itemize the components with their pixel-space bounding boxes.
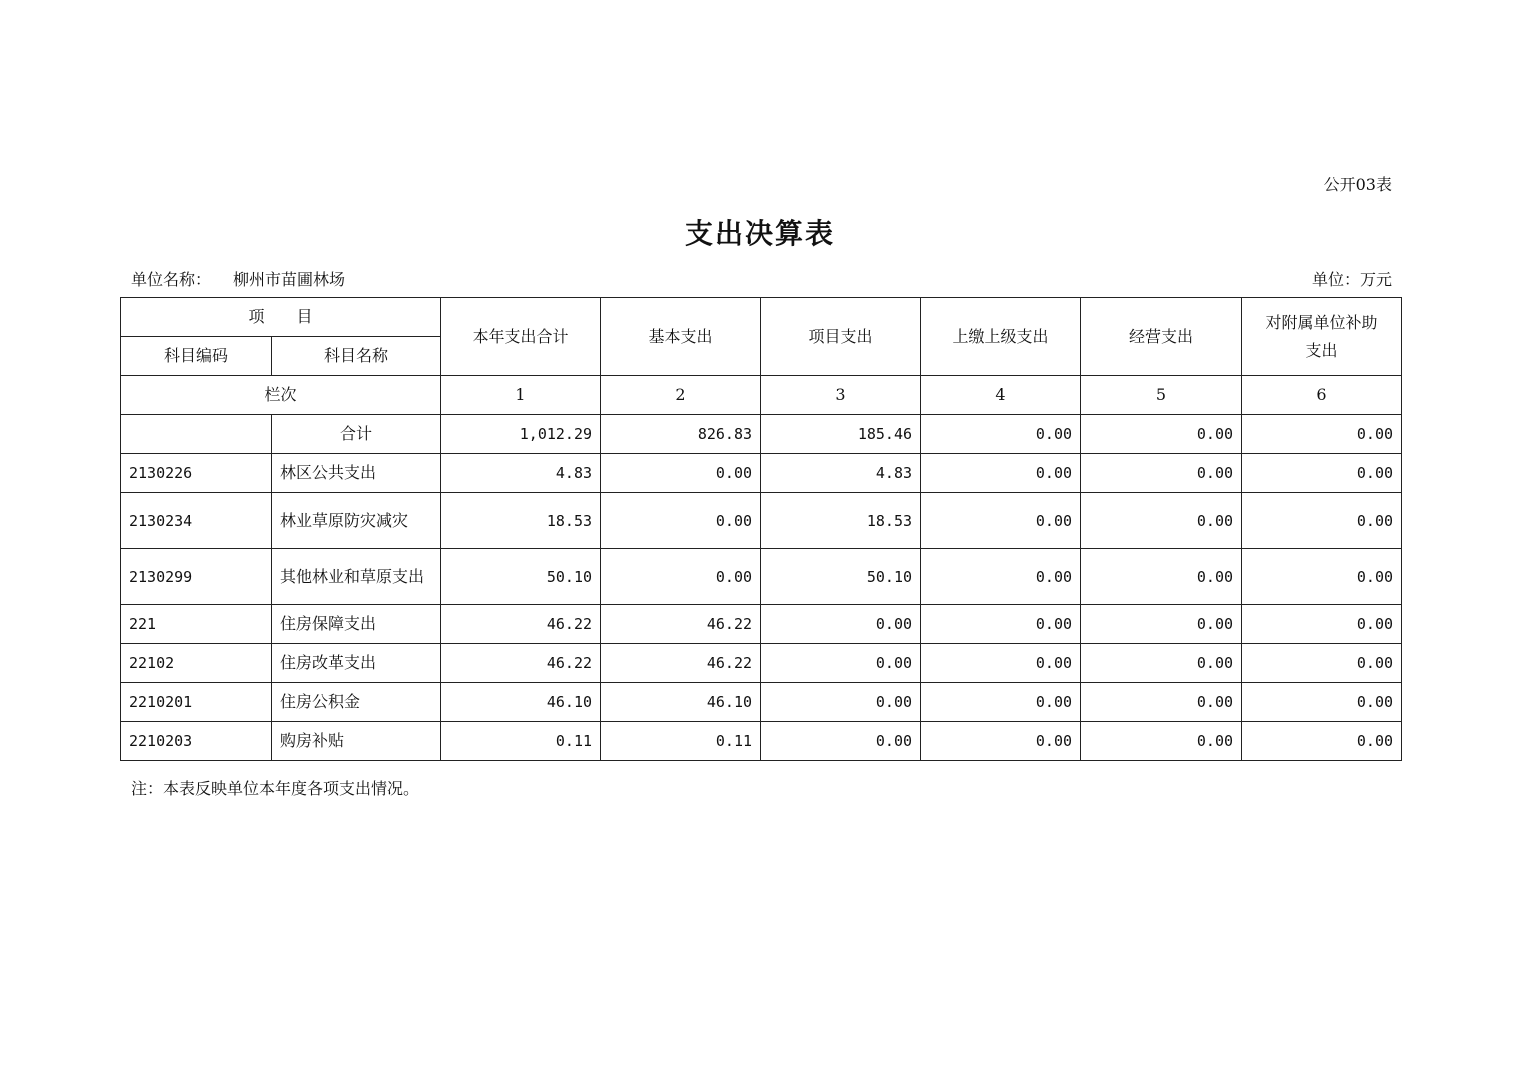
cell-code: 22102 [121,644,272,683]
cell-remit: 0.00 [921,493,1081,549]
header-name: 科目名称 [272,337,441,376]
cell-basic: 0.00 [601,454,761,493]
cell-total: 0.11 [441,722,601,761]
col-index-2: 2 [601,376,761,415]
cell-subsidy: 0.00 [1242,644,1402,683]
cell-basic: 46.10 [601,683,761,722]
unit-name-label: 单位名称： [131,270,212,289]
header-subsidy [1242,298,1402,376]
header-business: 经营支出 [1081,298,1242,376]
header-basic: 基本支出 [601,298,761,376]
cell-name: 住房保障支出 [272,605,441,644]
page-title: 支出决算表 [684,217,835,250]
cell-basic: 46.22 [601,605,761,644]
cell-business: 0.00 [1081,722,1242,761]
header-remit: 上缴上级支出 [921,298,1081,376]
table-row [121,722,1402,761]
table-row-total [121,415,1402,454]
cell-name: 购房补贴 [272,722,441,761]
cell-remit: 0.00 [921,722,1081,761]
header-project: 项目支出 [761,298,921,376]
cell-subsidy: 0.00 [1242,605,1402,644]
cell-total: 18.53 [441,493,601,549]
cell-code: 2130299 [121,549,272,605]
cell-name: 林业草原防灾减灾 [272,493,441,549]
cell-basic: 0.00 [601,493,761,549]
cell-remit: 0.00 [921,683,1081,722]
cell-remit: 0.00 [921,454,1081,493]
cell-code [121,415,272,454]
cell-business: 0.00 [1081,415,1242,454]
cell-business: 0.00 [1081,644,1242,683]
cell-remit: 0.00 [921,605,1081,644]
col-index-3: 3 [761,376,921,415]
cell-project: 0.00 [761,644,921,683]
cell-total: 50.10 [441,549,601,605]
cell-subsidy: 0.00 [1242,549,1402,605]
cell-name: 住房公积金 [272,683,441,722]
table-row [121,549,1402,605]
col-index-4: 4 [921,376,1081,415]
table-row [121,493,1402,549]
header-subsidy-line2: 支出 [1305,340,1338,360]
cell-remit: 0.00 [921,549,1081,605]
cell-subsidy: 0.00 [1242,722,1402,761]
unit-name-row [131,267,345,290]
cell-remit: 0.00 [921,644,1081,683]
cell-code: 221 [121,605,272,644]
table-row [121,683,1402,722]
cell-remit: 0.00 [921,415,1081,454]
cell-project: 18.53 [761,493,921,549]
cell-name: 林区公共支出 [272,454,441,493]
cell-business: 0.00 [1081,493,1242,549]
cell-business: 0.00 [1081,605,1242,644]
header-code: 科目编码 [121,337,272,376]
cell-name: 合计 [272,415,441,454]
table-row [121,644,1402,683]
cell-total: 4.83 [441,454,601,493]
cell-subsidy: 0.00 [1242,493,1402,549]
col-index-label: 栏次 [121,376,441,415]
cell-basic: 826.83 [601,415,761,454]
table-note: 注：本表反映单位本年度各项支出情况。 [131,779,420,798]
cell-project: 0.00 [761,605,921,644]
currency-unit-label: 单位：万元 [1311,270,1392,289]
cell-name: 其他林业和草原支出 [272,549,441,605]
table-row [121,454,1402,493]
col-index-1: 1 [441,376,601,415]
cell-project: 50.10 [761,549,921,605]
cell-business: 0.00 [1081,683,1242,722]
table-row [121,605,1402,644]
header-item: 项 目 [121,298,441,337]
header-subsidy-line1: 对附属单位补助 [1265,312,1378,332]
cell-basic: 0.00 [601,549,761,605]
cell-name: 住房改革支出 [272,644,441,683]
cell-total: 46.22 [441,605,601,644]
cell-project: 185.46 [761,415,921,454]
cell-code: 2210203 [121,722,272,761]
cell-project: 0.00 [761,683,921,722]
cell-code: 2210201 [121,683,272,722]
cell-business: 0.00 [1081,454,1242,493]
cell-project: 4.83 [761,454,921,493]
cell-total: 1,012.29 [441,415,601,454]
cell-project: 0.00 [761,722,921,761]
cell-basic: 46.22 [601,644,761,683]
cell-subsidy: 0.00 [1242,454,1402,493]
cell-basic: 0.11 [601,722,761,761]
form-number: 公开03表 [1323,175,1392,194]
cell-business: 0.00 [1081,549,1242,605]
unit-name-value: 柳州市苗圃林场 [233,270,346,289]
cell-total: 46.10 [441,683,601,722]
cell-total: 46.22 [441,644,601,683]
cell-subsidy: 0.00 [1242,683,1402,722]
cell-code: 2130234 [121,493,272,549]
col-index-5: 5 [1081,376,1242,415]
expenditure-table [120,297,1402,761]
col-index-6: 6 [1242,376,1402,415]
cell-subsidy: 0.00 [1242,415,1402,454]
header-total: 本年支出合计 [441,298,601,376]
cell-code: 2130226 [121,454,272,493]
